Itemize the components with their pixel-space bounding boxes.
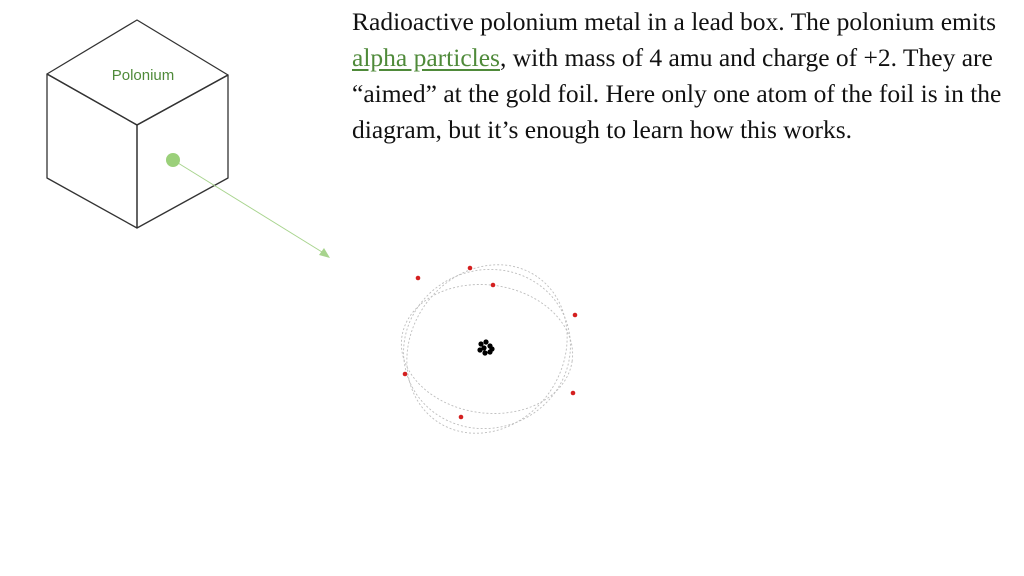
lead-box: [47, 20, 228, 228]
electron: [571, 391, 576, 396]
electron: [459, 415, 464, 420]
electron: [491, 283, 496, 288]
orbit-3: [374, 233, 599, 464]
nucleus: [477, 339, 494, 355]
nucleon: [477, 347, 482, 352]
nucleon: [482, 350, 487, 355]
electrons: [403, 266, 578, 420]
electron: [416, 276, 421, 281]
lead-box-right-face: [137, 75, 228, 228]
gold-atom: [374, 233, 599, 464]
alpha-particles-link[interactable]: alpha particles: [352, 43, 500, 72]
electron-orbits: [374, 233, 599, 464]
caption-text-after-link: , with mass of 4 amu and charge of +2. They are “aimed” at the gold foil. Here only one atom of the foil is in the diagram, but it’s enough to learn how this works.: [352, 43, 1002, 144]
electron: [573, 313, 578, 318]
nucleon: [489, 346, 494, 351]
box-label: Polonium: [111, 67, 175, 84]
electron: [468, 266, 473, 271]
nucleon: [483, 339, 488, 344]
lead-box-left-face: [47, 74, 137, 228]
caption-text-before-link: Radioactive polonium metal in a lead box. The polonium emits: [352, 7, 996, 36]
caption-text: [352, 4, 1002, 148]
electron: [403, 372, 408, 377]
alpha-particle: [166, 153, 180, 167]
alpha-beam-arrowhead: [319, 248, 330, 258]
alpha-beam-path: [178, 163, 322, 252]
orbit-1: [381, 246, 593, 452]
orbit-2: [393, 274, 581, 425]
